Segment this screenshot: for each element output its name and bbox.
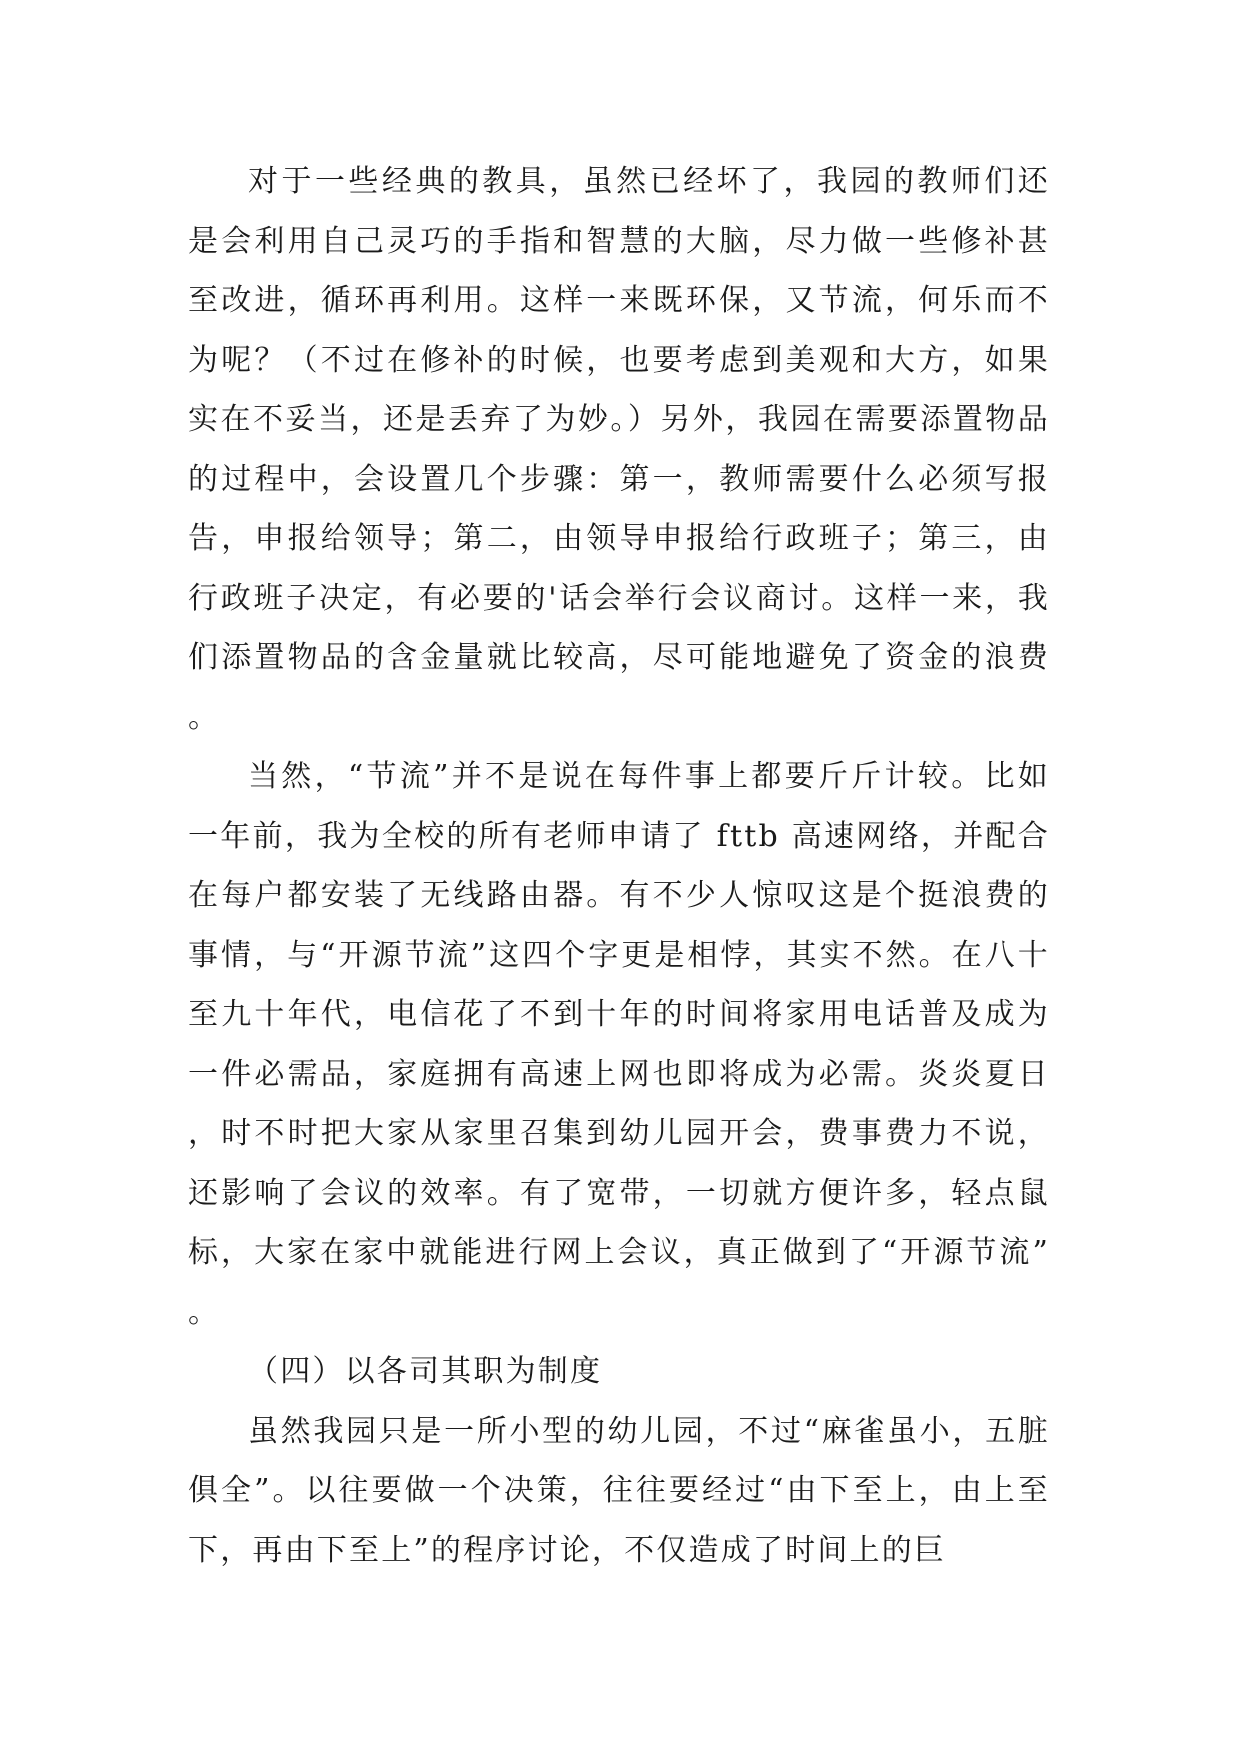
section-heading: （四）以各司其职为制度 xyxy=(248,1354,603,1389)
paragraph: 虽然我园只是一所小型的幼儿园，不过“麻雀虽小，五脏俱全”。以往要做一个决策，往往要经过“由下至上，由上至下，再由下至上”的程序讨论，不仅造成了时间上的巨 xyxy=(188,1413,1050,1568)
paragraph: 对于一些经典的教具，虽然已经坏了，我园的教师们还是会利用自己灵巧的手指和智慧的大脑，尽力做一些修补甚至改进，循环再利用。这样一来既环保，又节流，何乐而不为呢？（不过在修补的时候，也要考虑到美观和大方，如果实在不妥当，还是丢弃了为妙。）另外，我园在需要添置物品的过程中，会设置几个步骤：第一，教师需要什么必须写报告，申报给领导；第二，由领导申报给行政班子；第三，由行政班子决定，有必要的'话会举行会议商讨。这样一来，我们添置物品的含金量就比较高，尽可能地避免了资金的浪费。 xyxy=(188,164,1050,735)
paragraph: 当然，“节流”并不是说在每件事上都要斤斤计较。比如一年前，我为全校的所有老师申请了 fttb 高速网络，并配合在每户都安装了无线路由器。有不少人惊叹这是个挺浪费的事情，与“开源节流”这四个字更是相悖，其实不然。在八十至九十年代，电信花了不到十年的时间将家用电话普及成为一件必需品，家庭拥有高速上网也即将成为必需。炎炎夏日，时不时把大家从家里召集到幼儿园开会，费事费力不说，还影响了会议的效率。有了宽带，一切就方便许多，轻点鼠标，大家在家中就能进行网上会议，真正做到了“开源节流”。 xyxy=(188,759,1050,1330)
document-body xyxy=(188,152,1050,1580)
